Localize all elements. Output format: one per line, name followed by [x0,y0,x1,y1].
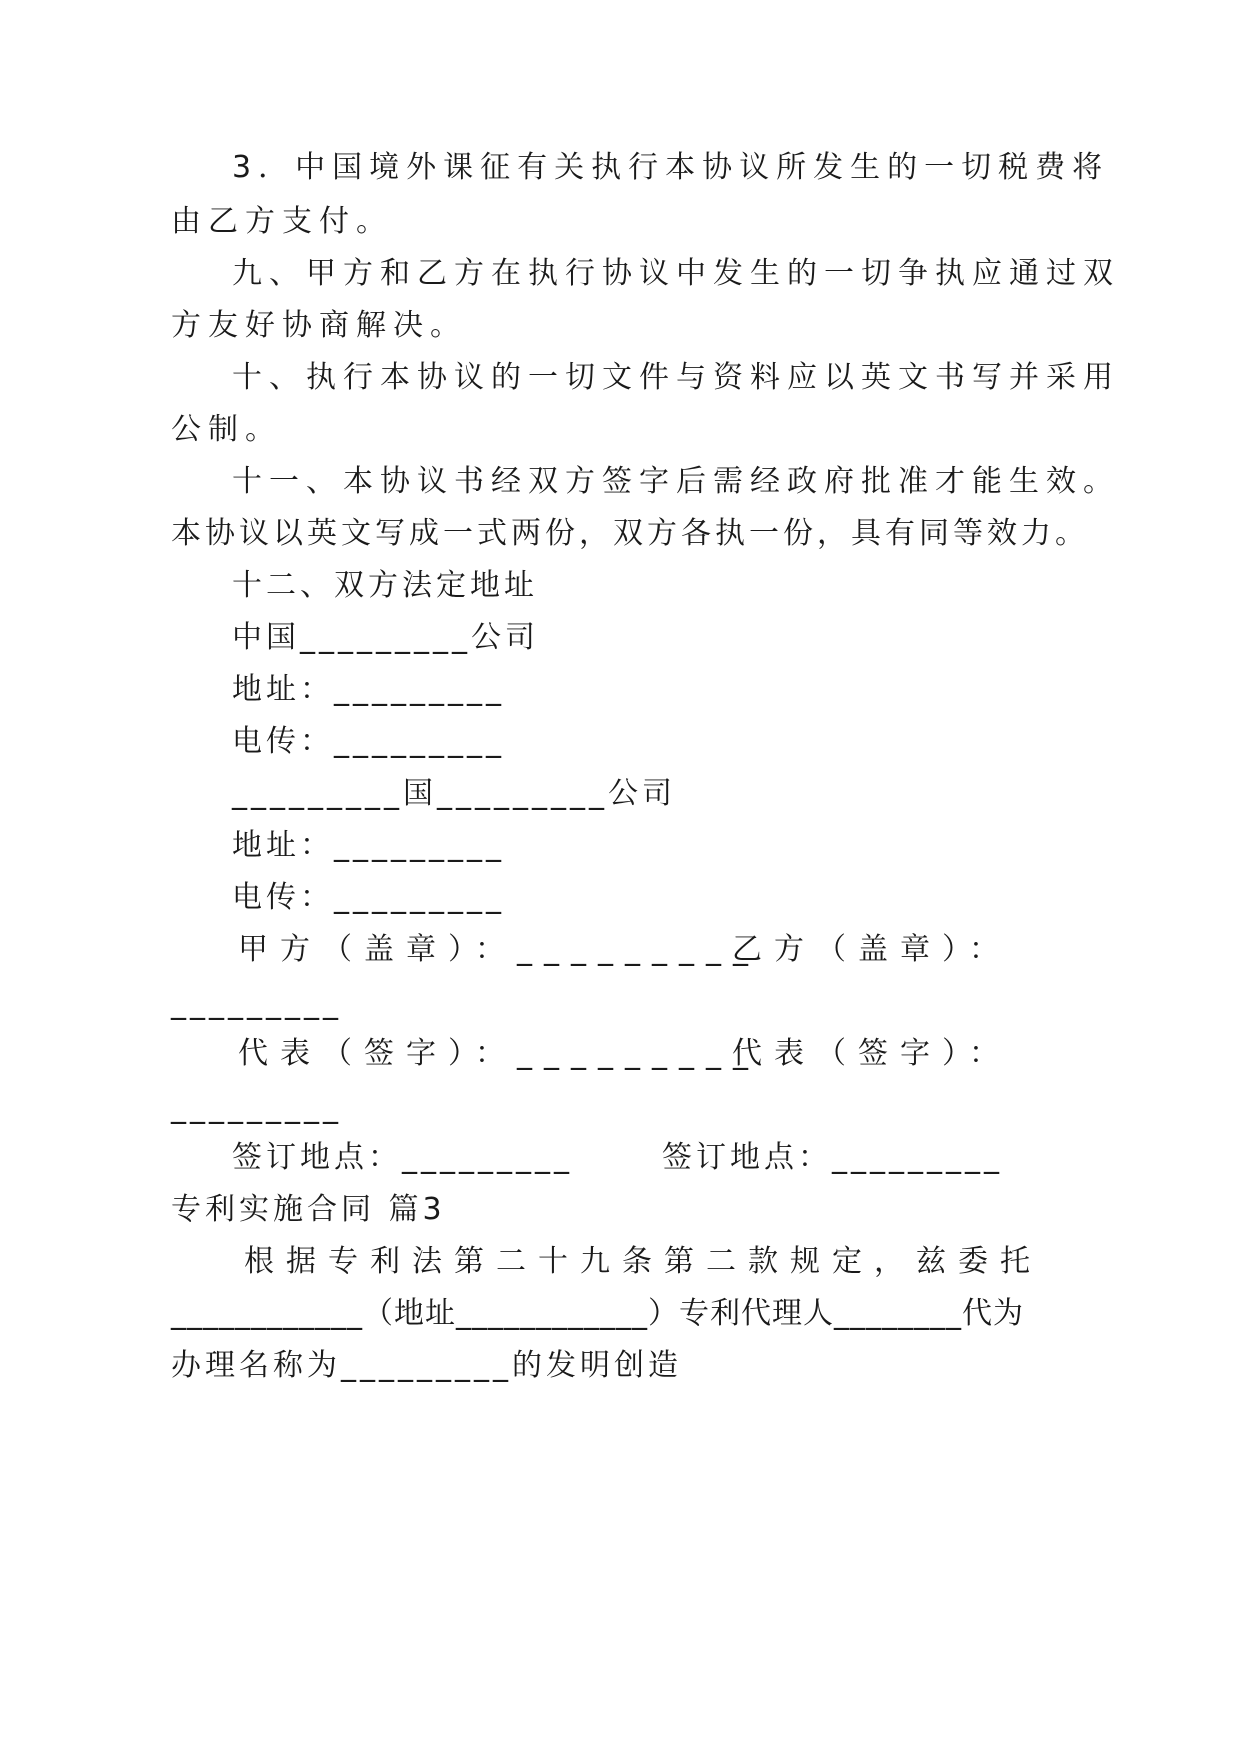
foreign-company-line: _________国_________公司 [232,776,676,811]
foreign-address-line: 地址：_________ [232,828,505,863]
patent-line3: 办理名称为_________的发明创造 [171,1348,682,1383]
party-b-seal: 乙方（盖章）： [732,932,1011,967]
section-title: 专利实施合同 篇3 [171,1192,446,1227]
party-b-representative: 代表（签字）： [732,1036,1011,1071]
party-a-seal: 甲方（盖章）：_________ [238,932,760,967]
clause-8-3-line2: 由乙方支付。 [171,204,393,239]
china-fax-line: 电传：_________ [232,724,505,759]
party-b-seal-blank: _________ [171,986,342,1021]
clause-11-line2: 本协议以英文写成一式两份，双方各执一份，具有同等效力。 [171,516,1089,551]
patent-line2: ____________（地址____________）专利代理人________代为 [171,1296,1024,1331]
clause-9-line1: 九、甲方和乙方在执行协议中发生的一切争执应通过双 [232,256,1120,291]
clause-11-line1: 十一、本协议书经双方签字后需经政府批准才能生效。 [232,464,1120,499]
china-address-line: 地址：_________ [232,672,505,707]
signing-place-b: 签订地点：_________ [662,1140,1003,1175]
patent-line1: 根据专利法第二十九条第二款规定，兹委托 [244,1244,1042,1279]
clause-9-line2: 方友好协商解决。 [171,308,467,343]
clause-12-heading: 十二、双方法定地址 [232,568,538,603]
clause-8-3-line1: 3．中国境外课征有关执行本协议所发生的一切税费将 [232,150,1110,185]
china-company-line: 中国_________公司 [232,620,539,655]
clause-10-line2: 公制。 [171,412,282,447]
party-a-representative: 代表（签字）：_________ [238,1036,760,1071]
party-b-representative-blank: _________ [171,1090,342,1125]
clause-10-line1: 十、执行本协议的一切文件与资料应以英文书写并采用 [232,360,1120,395]
foreign-fax-line: 电传：_________ [232,880,505,915]
signing-place-a: 签订地点：_________ [232,1140,573,1175]
